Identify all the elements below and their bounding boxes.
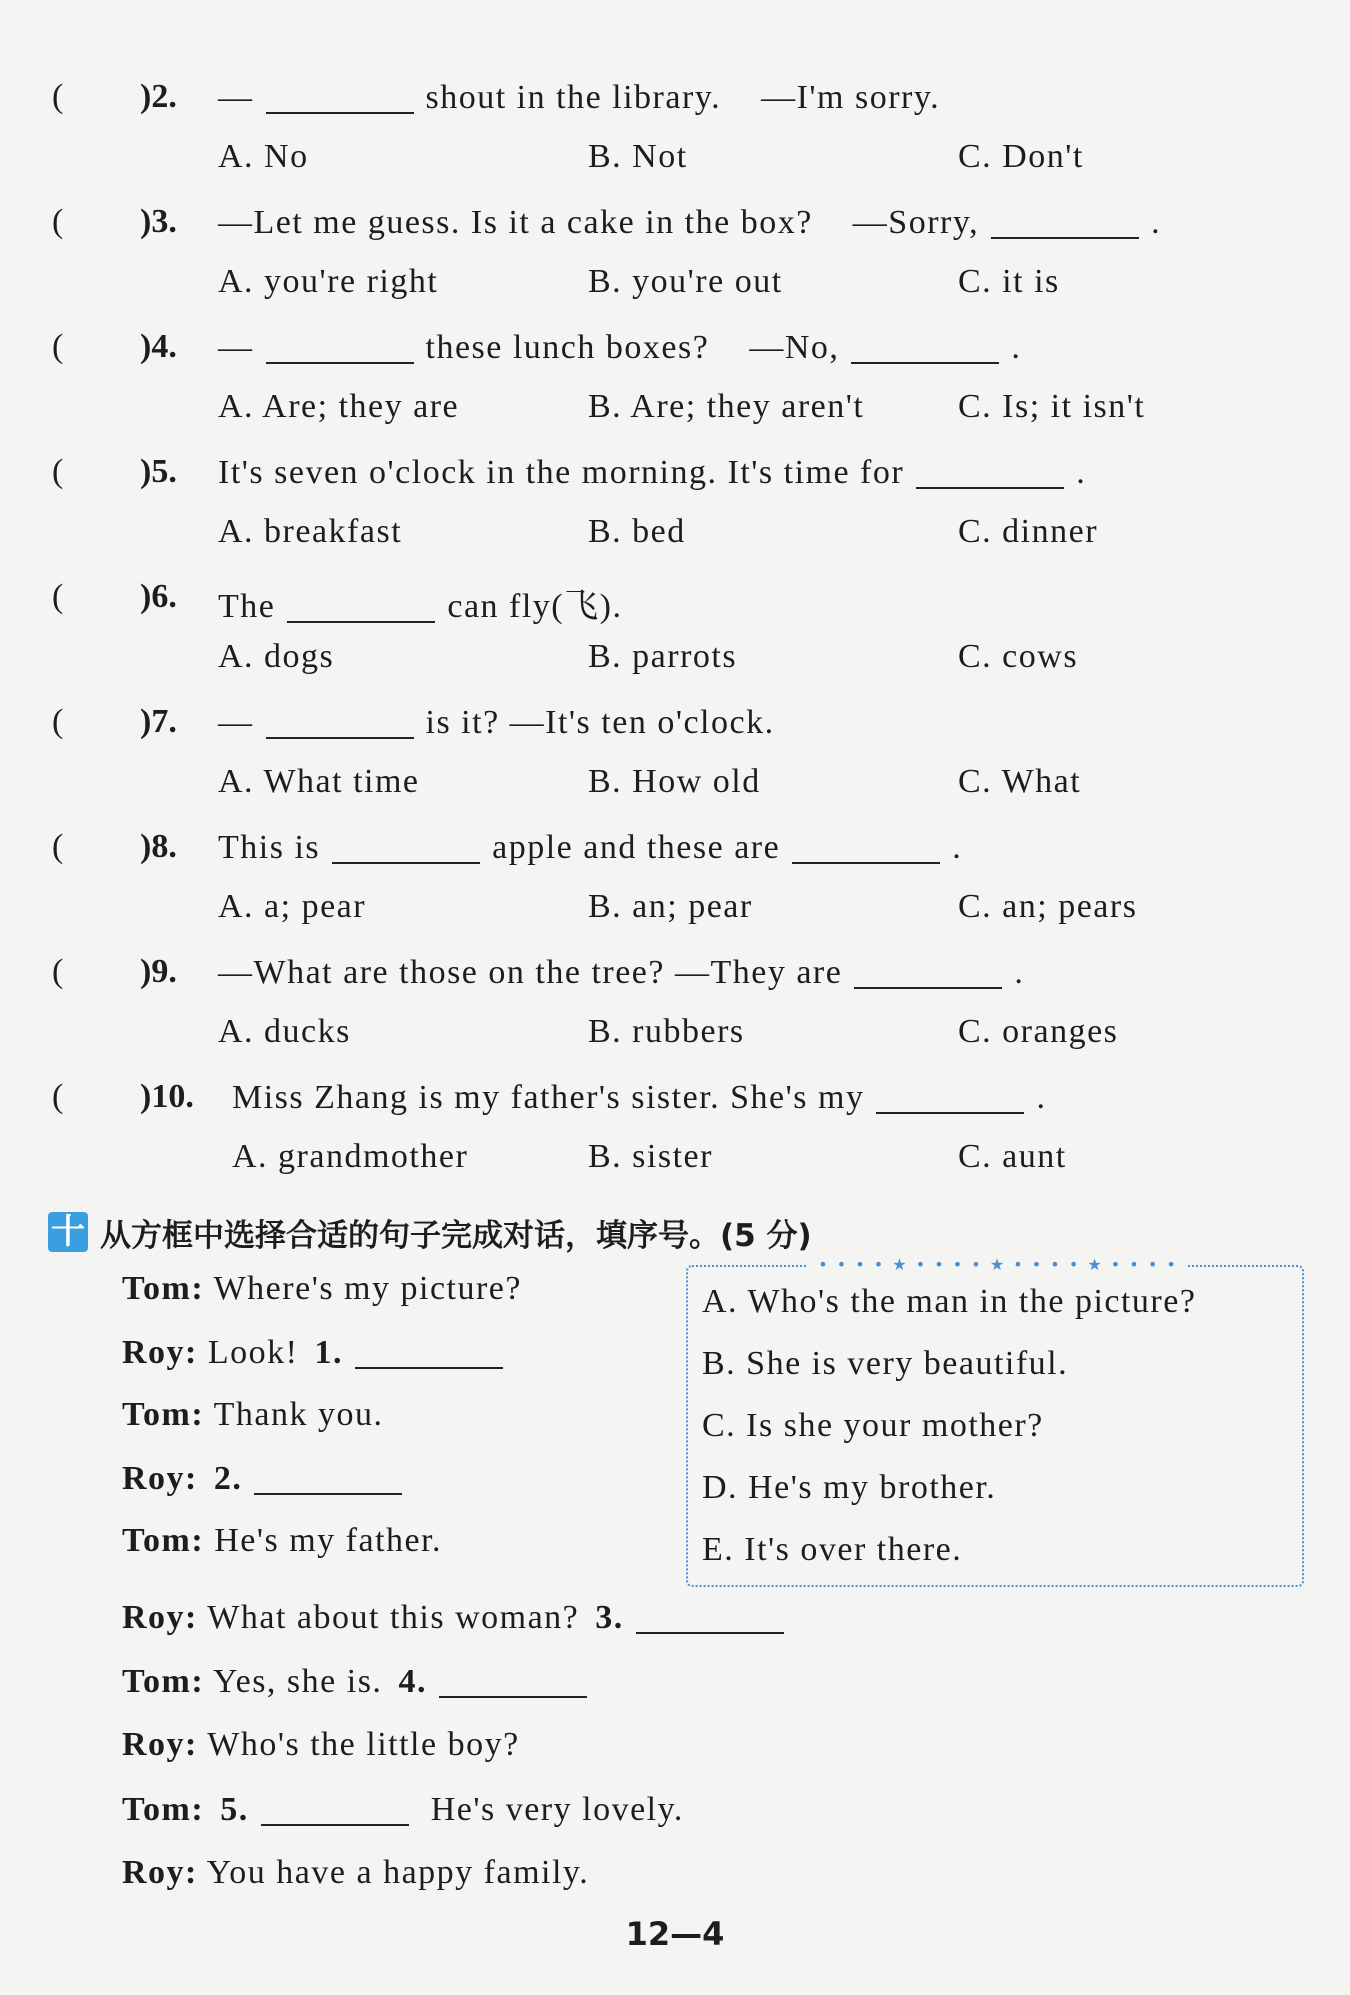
blank-number: 5.: [220, 1791, 249, 1828]
option-c: C. aunt: [958, 1138, 1067, 1175]
speaker: Roy:: [122, 1599, 198, 1636]
dialogue-line: [122, 1790, 684, 1829]
blank-number: 2.: [213, 1460, 243, 1497]
answer-blank[interactable]: [266, 328, 414, 364]
line-text: Who's the little boy?: [207, 1726, 520, 1763]
option-a: A. No: [218, 138, 309, 175]
stem-text: This is: [218, 829, 321, 866]
answer-paren: (: [52, 953, 64, 990]
section-number-icon: 十: [48, 1212, 88, 1252]
question-number: )8.: [140, 828, 177, 865]
page-number: 12—4: [625, 1915, 725, 1953]
answer-blank[interactable]: [266, 78, 414, 114]
speaker: Roy:: [122, 1726, 198, 1763]
answer-blank[interactable]: [287, 587, 435, 623]
answer-blank[interactable]: [916, 453, 1064, 489]
option-a: A. Are; they are: [218, 388, 460, 425]
question-stem: [218, 828, 962, 867]
answer-blank[interactable]: [254, 1459, 402, 1495]
stem-text: Miss Zhang is my father's sister. She's my: [232, 1079, 865, 1116]
option-d: D. He's my brother.: [702, 1469, 997, 1506]
speaker: Roy:: [122, 1460, 198, 1497]
option-c: C. oranges: [958, 1013, 1119, 1050]
stem-text: is it? —It's ten o'clock.: [425, 704, 775, 741]
options-box: [686, 1255, 1304, 1587]
option-b: B. rubbers: [588, 1013, 745, 1050]
option-e: E. It's over there.: [702, 1531, 963, 1568]
dialogue-line: [122, 1270, 522, 1308]
question-number: )6.: [140, 578, 177, 615]
stem-text: It's seven o'clock in the morning. It's time for: [218, 454, 905, 491]
line-text: He's very lovely.: [430, 1791, 684, 1828]
option-a: A. a; pear: [218, 888, 367, 925]
option-c: C. Don't: [958, 138, 1084, 175]
option-b: B. Are; they aren't: [588, 388, 865, 425]
dialogue-line: [122, 1396, 383, 1434]
question-number: )5.: [140, 453, 177, 490]
question-number: )3.: [140, 203, 177, 240]
question-line: [0, 203, 1350, 251]
stem-text: —What are those on the tree? —They are: [218, 954, 843, 991]
stem-text: —: [218, 329, 254, 366]
line-text: Look!: [207, 1334, 299, 1371]
stem-text: .: [1151, 204, 1162, 241]
stem-text: —: [218, 79, 254, 116]
question-stem: [218, 953, 1024, 992]
answer-paren: (: [52, 203, 64, 240]
option-a: A. What time: [218, 763, 420, 800]
question-line: [0, 953, 1350, 1001]
option-b: B. you're out: [588, 263, 783, 300]
speaker: Roy:: [122, 1334, 198, 1371]
option-a: A. Who's the man in the picture?: [702, 1283, 1197, 1320]
option-c: C. Is; it isn't: [958, 388, 1146, 425]
stem-text: shout in the library.: [425, 79, 722, 116]
dialogue-line: [122, 1333, 515, 1372]
answer-paren: (: [52, 1078, 64, 1115]
answer-blank[interactable]: [636, 1598, 784, 1634]
question-line: [0, 78, 1350, 126]
option-c: C. it is: [958, 263, 1060, 300]
answer-blank[interactable]: [854, 953, 1002, 989]
line-text: You have a happy family.: [206, 1854, 590, 1891]
option-b: B. sister: [588, 1138, 713, 1175]
speaker: Tom:: [122, 1270, 205, 1307]
option-b: B. She is very beautiful.: [702, 1345, 1069, 1382]
line-text: Yes, she is.: [212, 1663, 383, 1700]
question-stem: [218, 578, 622, 627]
question-line: [0, 1078, 1350, 1126]
question-number: )10.: [140, 1078, 194, 1115]
answer-blank[interactable]: [851, 328, 999, 364]
blank-number: 3.: [595, 1599, 624, 1636]
answer-paren: (: [52, 453, 64, 490]
box-decoration: • • • • ★ • • • • ★ • • • • ★ • • • •: [808, 1255, 1188, 1274]
answer-blank[interactable]: [439, 1662, 587, 1698]
question-line: [0, 453, 1350, 501]
stem-text: —Sorry,: [852, 204, 980, 241]
option-b: B. Not: [588, 138, 688, 175]
dialogue-line: [122, 1522, 442, 1560]
answer-paren: (: [52, 578, 64, 615]
option-b: B. How old: [588, 763, 761, 800]
answer-paren: (: [52, 328, 64, 365]
section-heading: [48, 1208, 812, 1256]
question-stem: [218, 203, 1161, 242]
question-number: )2.: [140, 78, 177, 115]
answer-blank[interactable]: [332, 828, 480, 864]
question-line: [0, 328, 1350, 376]
stem-text: .: [952, 829, 963, 866]
question-stem: [218, 703, 775, 742]
stem-text: .: [1076, 454, 1087, 491]
stem-text: these lunch boxes?: [425, 329, 710, 366]
option-a: A. dogs: [218, 638, 335, 675]
answer-paren: (: [52, 703, 64, 740]
stem-text: —Let me guess. Is it a cake in the box?: [218, 204, 813, 241]
speaker: Roy:: [122, 1854, 198, 1891]
option-a: A. you're right: [218, 263, 439, 300]
stem-text: —: [218, 704, 254, 741]
answer-blank[interactable]: [261, 1790, 409, 1826]
line-text: Thank you.: [213, 1396, 384, 1433]
option-b: B. an; pear: [588, 888, 753, 925]
dialogue-line: [122, 1726, 520, 1764]
answer-paren: (: [52, 78, 64, 115]
option-c: C. dinner: [958, 513, 1099, 550]
option-c: C. Is she your mother?: [702, 1407, 1044, 1444]
question-stem: [232, 1078, 1046, 1117]
dialogue-line: [122, 1459, 414, 1498]
stem-text: .: [1011, 329, 1022, 366]
question-number: )9.: [140, 953, 177, 990]
option-c: C. cows: [958, 638, 1079, 675]
question-line: [0, 703, 1350, 751]
option-a: A. ducks: [218, 1013, 351, 1050]
blank-number: 1.: [314, 1334, 343, 1371]
answer-blank[interactable]: [792, 828, 940, 864]
option-b: B. bed: [588, 513, 686, 550]
question-stem: [218, 328, 1021, 367]
line-text: Where's my picture?: [213, 1270, 522, 1307]
option-b: B. parrots: [588, 638, 738, 675]
option-c: C. What: [958, 763, 1082, 800]
line-text: He's my father.: [214, 1522, 443, 1559]
stem-text: —No,: [749, 329, 840, 366]
question-line: [0, 828, 1350, 876]
stem-text: can fly(飞).: [447, 588, 623, 625]
answer-blank[interactable]: [266, 703, 414, 739]
option-a: A. breakfast: [218, 513, 403, 550]
speaker: Tom:: [122, 1522, 205, 1559]
dialogue-line: [122, 1598, 796, 1637]
option-a: A. grandmother: [232, 1138, 469, 1175]
question-stem: [218, 78, 940, 117]
answer-paren: (: [52, 828, 64, 865]
stem-text: apple and these are: [492, 829, 781, 866]
dialogue-line: [122, 1662, 599, 1701]
question-stem: [218, 453, 1086, 492]
stem-text: —I'm sorry.: [761, 79, 941, 116]
answer-blank[interactable]: [355, 1333, 503, 1369]
blank-number: 4.: [398, 1663, 427, 1700]
question-number: )4.: [140, 328, 177, 365]
speaker: Tom:: [122, 1396, 205, 1433]
answer-blank[interactable]: [991, 203, 1139, 239]
option-c: C. an; pears: [958, 888, 1138, 925]
stem-text: The: [218, 588, 276, 625]
line-text: What about this woman?: [207, 1599, 580, 1636]
speaker: Tom:: [122, 1663, 205, 1700]
question-line: [0, 578, 1350, 626]
stem-text: .: [1036, 1079, 1047, 1116]
dialogue-line: [122, 1854, 589, 1892]
stem-text: .: [1014, 954, 1025, 991]
speaker: Tom:: [122, 1791, 205, 1828]
section-title: 从方框中选择合适的句子完成对话，填序号。(5 分): [100, 1217, 812, 1254]
question-number: )7.: [140, 703, 177, 740]
answer-blank[interactable]: [876, 1078, 1024, 1114]
